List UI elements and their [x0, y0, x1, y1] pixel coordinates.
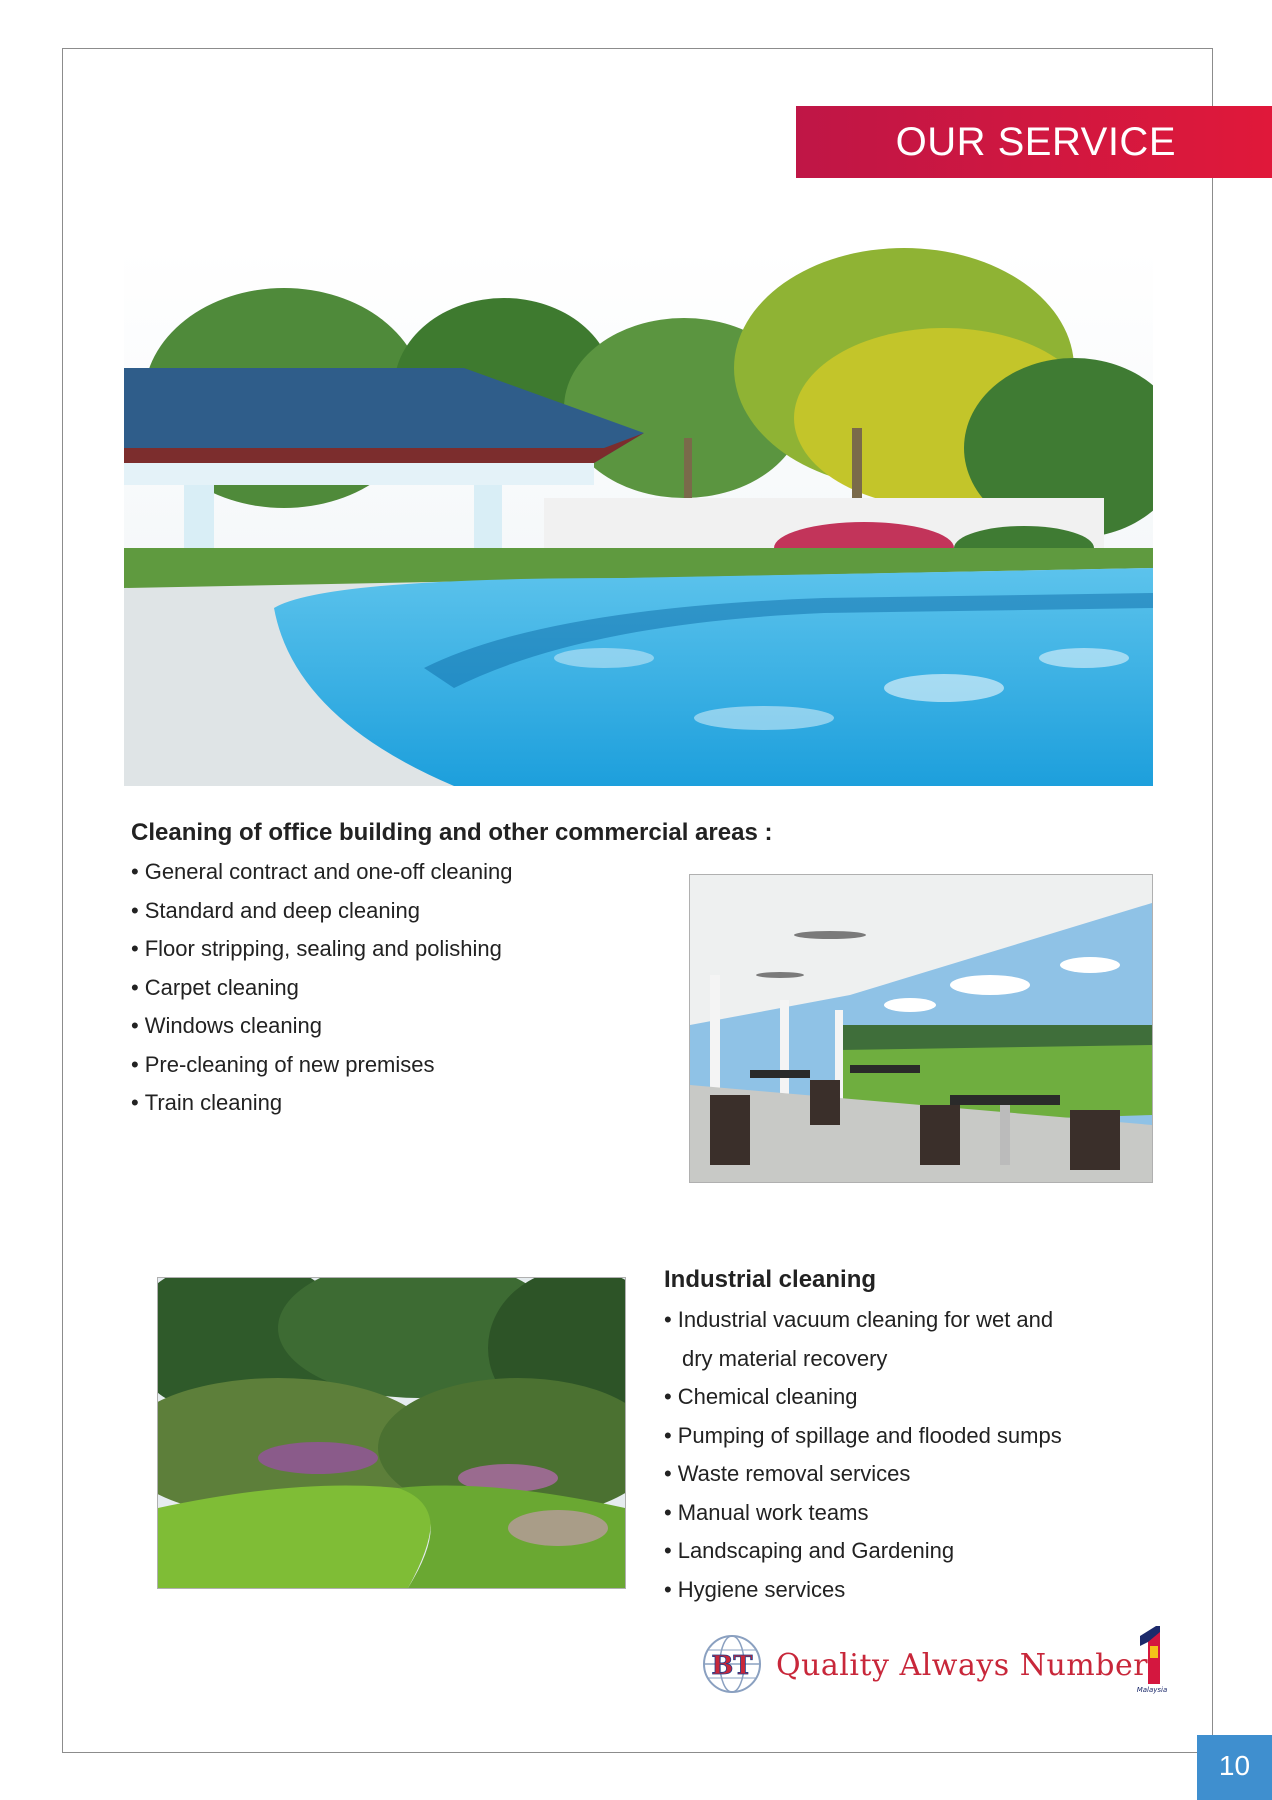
tagline: Quality Always Number: [776, 1648, 1149, 1683]
list-item: • Industrial vacuum cleaning for wet and: [664, 1307, 1054, 1332]
bt-globe-logo-icon: [700, 1634, 764, 1694]
section-banner: OUR SERVICE: [796, 106, 1272, 178]
list-item: • Floor stripping, sealing and polishing: [131, 936, 502, 961]
list-item: • General contract and one-off cleaning: [131, 859, 513, 884]
office-section-heading: Cleaning of office building and other commercial areas :: [131, 819, 773, 846]
list-item: • Carpet cleaning: [131, 974, 299, 1000]
list-item: • Pumping of spillage and flooded sumps: [664, 1422, 1062, 1448]
quality-logo: [700, 1626, 1175, 1694]
page-number: 10: [1197, 1735, 1272, 1800]
svg-text:Malaysia: Malaysia: [1136, 1686, 1168, 1694]
list-item: • Pre-cleaning of new premises: [131, 1051, 435, 1077]
list-item: • Manual work teams: [664, 1499, 869, 1525]
pool-photo: [124, 248, 1153, 786]
list-item: dry material recovery: [682, 1345, 888, 1371]
list-item: • Standard and deep cleaning: [131, 897, 420, 923]
number-one-badge-icon: [1126, 1626, 1170, 1694]
list-item: • Landscaping and Gardening: [664, 1538, 955, 1563]
industrial-services-list: [664, 1301, 1062, 1609]
garden-photo: [157, 1277, 626, 1589]
list-item: • Waste removal services: [664, 1461, 911, 1486]
industrial-section-heading: Industrial cleaning: [664, 1266, 877, 1293]
list-item: • Windows cleaning: [131, 1013, 323, 1038]
list-item: • Hygiene services: [664, 1576, 846, 1602]
list-item: • Train cleaning: [131, 1090, 283, 1115]
list-item: • Chemical cleaning: [664, 1384, 858, 1409]
svg-text:BT: BT: [711, 1651, 753, 1681]
office-services-list: [131, 853, 512, 1123]
terrace-photo: [689, 874, 1153, 1183]
